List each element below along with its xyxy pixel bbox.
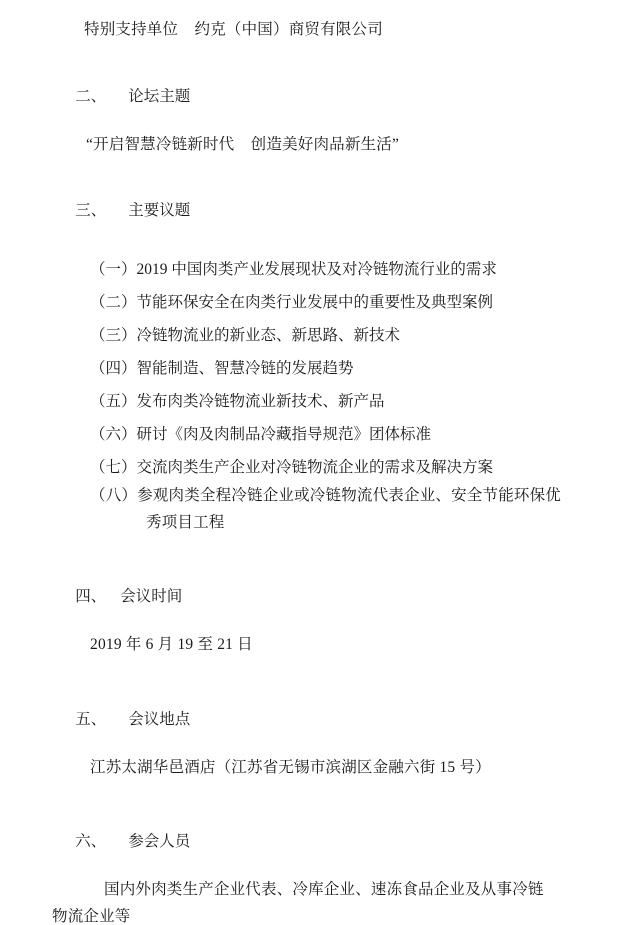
participants-line1: 国内外肉类生产企业代表、冷库企业、速冻食品企业及从事冷链 — [104, 881, 544, 898]
topic-item: （四）智能制造、智慧冷链的发展趋势 — [90, 360, 354, 377]
spacer — [52, 312, 593, 323]
topic-item: （五）发布肉类冷链物流业新技术、新产品 — [90, 393, 385, 410]
section-participants — [52, 811, 593, 924]
section-number: 三、 — [75, 202, 107, 219]
spacer — [90, 504, 593, 515]
section-number: 六、 — [75, 833, 107, 850]
meeting-time-text: 2019 年 6 月 19 至 21 日 — [90, 636, 253, 653]
spacer — [52, 411, 593, 422]
topic-item — [52, 488, 593, 530]
spacer — [52, 558, 593, 566]
spacer — [52, 747, 593, 760]
spacer — [52, 124, 593, 137]
section-forum-theme — [52, 66, 593, 153]
section-number: 四、 — [75, 588, 107, 605]
topic-item: （六）研讨《肉及肉制品冷藏指导规范》团体标准 — [90, 426, 432, 443]
section-heading — [52, 66, 593, 124]
spacer — [52, 238, 593, 246]
topic-item: （三）冷链物流业的新业态、新思路、新技术 — [90, 327, 401, 344]
spacer — [52, 681, 593, 689]
section-heading — [52, 689, 593, 747]
support-unit-line: 特别支持单位 约克（中国）商贸有限公司 — [84, 21, 383, 38]
meeting-place-text: 江苏太湖华邑酒店（江苏省无锡市滨湖区金融六街 15 号） — [90, 758, 491, 776]
topic-item: （七）交流肉类生产企业对冷链物流企业的需求及解决方案 — [90, 459, 494, 476]
spacer — [52, 898, 593, 909]
spacer — [52, 378, 593, 389]
section-title: 会议时间 — [120, 588, 183, 605]
topic-item-line2: 秀项目工程 — [146, 513, 225, 531]
spacer — [52, 38, 593, 66]
topic-item: （二）节能环保安全在肉类行业发展中的重要性及典型案例 — [90, 294, 494, 311]
topic-item-line1: （八）参观肉类全程冷链企业或冷链物流代表企业、安全节能环保优 — [90, 487, 562, 504]
section-heading — [52, 566, 593, 624]
spacer — [52, 775, 593, 803]
spacer — [52, 345, 593, 356]
spacer — [52, 530, 593, 558]
spacer — [52, 152, 593, 180]
section-title: 参会人员 — [128, 833, 191, 850]
section-title: 论坛主题 — [128, 87, 191, 105]
section-title: 主要议题 — [128, 202, 191, 219]
participants-line2: 物流企业等 — [52, 907, 131, 925]
section-heading — [52, 811, 593, 869]
spacer — [52, 246, 593, 257]
section-title: 会议地点 — [128, 710, 191, 728]
section-main-topics — [52, 180, 593, 530]
spacer — [52, 869, 593, 882]
section-meeting-time — [52, 566, 593, 653]
spacer — [52, 279, 593, 290]
topic-item: （一）2019 中国肉类产业发展现状及对冷链物流行业的需求 — [90, 261, 497, 278]
section-heading — [52, 180, 593, 238]
section-number: 二、 — [75, 87, 107, 105]
forum-theme-text: “开启智慧冷链新时代 创造美好肉品新生活” — [86, 135, 400, 153]
spacer — [52, 444, 593, 455]
section-number: 五、 — [75, 710, 107, 728]
spacer — [52, 653, 593, 681]
section-meeting-place — [52, 689, 593, 776]
spacer — [52, 803, 593, 811]
